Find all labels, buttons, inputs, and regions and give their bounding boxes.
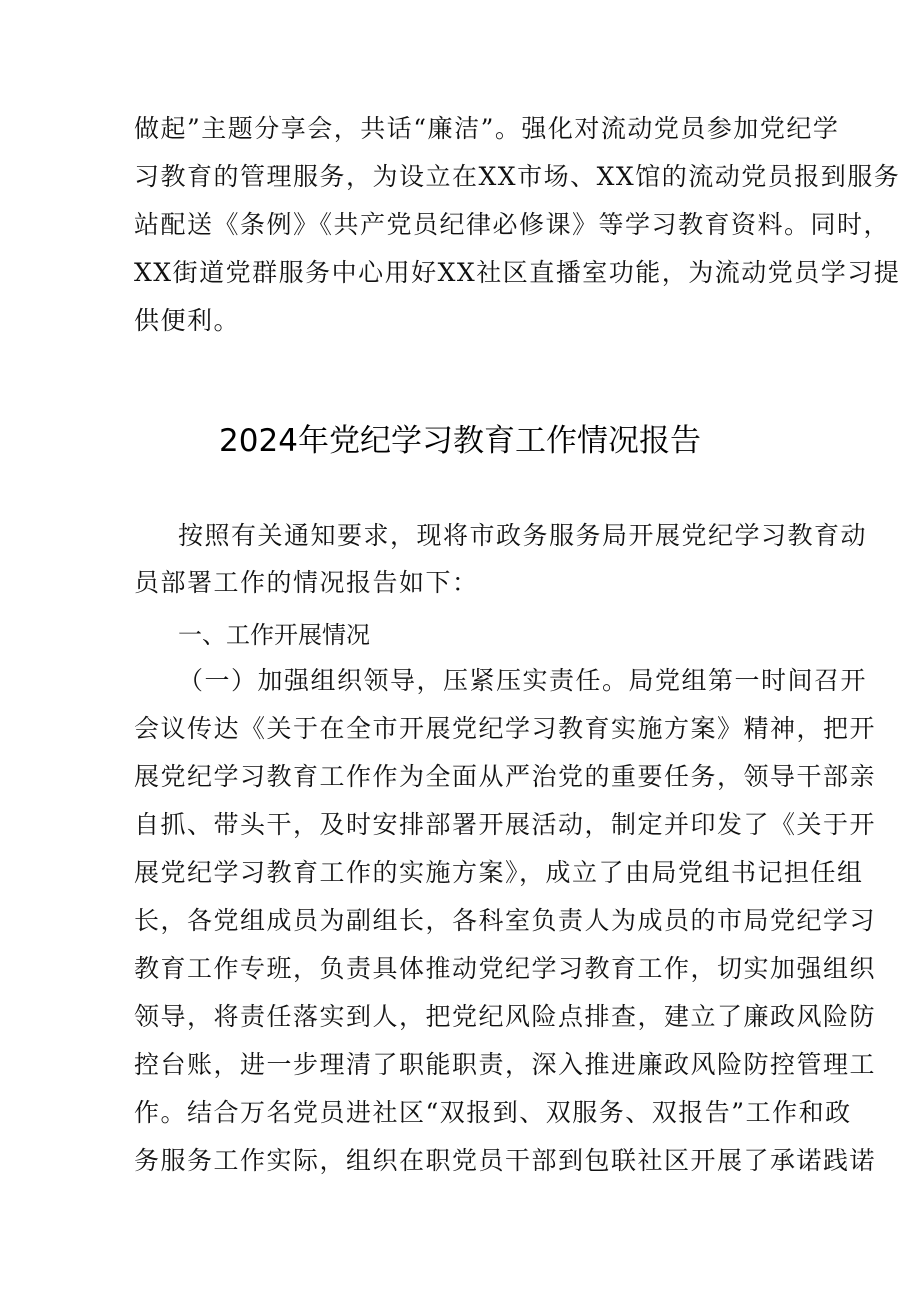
paragraph-line: （一）加强组织领导，压紧压实责任。局党组第一时间召开 — [178, 666, 868, 695]
body-text-line: XX街道党群服务中心用好XX社区直播室功能，为流动党员学习提 — [134, 258, 901, 287]
paragraph-line: 展党纪学习教育工作的实施方案》，成立了由局党组书记担任组 — [134, 858, 864, 887]
paragraph-line: 教育工作专班，负责具体推动党纪学习教育工作，切实加强组织 — [134, 954, 877, 983]
section-heading: 一、工作开展情况 — [178, 621, 370, 649]
body-text-line: 供便利。 — [134, 306, 241, 335]
paragraph-line: 作。结合万名党员进社区“双报到、双服务、双报告”工作和政 — [134, 1098, 852, 1127]
paragraph-line: 自抓、带头干，及时安排部署开展活动，制定并印发了《关于开 — [134, 810, 877, 839]
report-title: 2024年党纪学习教育工作情况报告 — [219, 423, 701, 459]
paragraph-line: 展党纪学习教育工作作为全面从严治党的重要任务，领导干部亲 — [134, 762, 877, 791]
body-text-line: 站配送《条例》《共产党员纪律必修课》等学习教育资料。同时， — [134, 210, 891, 239]
intro-text-line: 按照有关通知要求，现将市政务服务局开展党纪学习教育动 — [178, 521, 868, 550]
paragraph-line: 控台账，进一步理清了职能职责，深入推进廉政风险防控管理工 — [134, 1050, 877, 1079]
paragraph-line: 会议传达《关于在全市开展党纪学习教育实施方案》精神，把开 — [134, 714, 877, 743]
paragraph-line: 长，各党组成员为副组长，各科室负责人为成员的市局党纪学习 — [134, 906, 877, 935]
intro-text-line: 员部署工作的情况报告如下： — [134, 568, 479, 597]
paragraph-line: 领导，将责任落实到人，把党纪风险点排查，建立了廉政风险防 — [134, 1002, 877, 1031]
body-text-line: 做起”主题分享会，共话“廉洁”。强化对流动党员参加党纪学 — [134, 114, 840, 143]
paragraph-line: 务服务工作实际，组织在职党员干部到包联社区开展了承诺践诺 — [134, 1146, 877, 1175]
body-text-line: 习教育的管理服务，为设立在XX市场、XX馆的流动党员报到服务 — [134, 162, 901, 191]
